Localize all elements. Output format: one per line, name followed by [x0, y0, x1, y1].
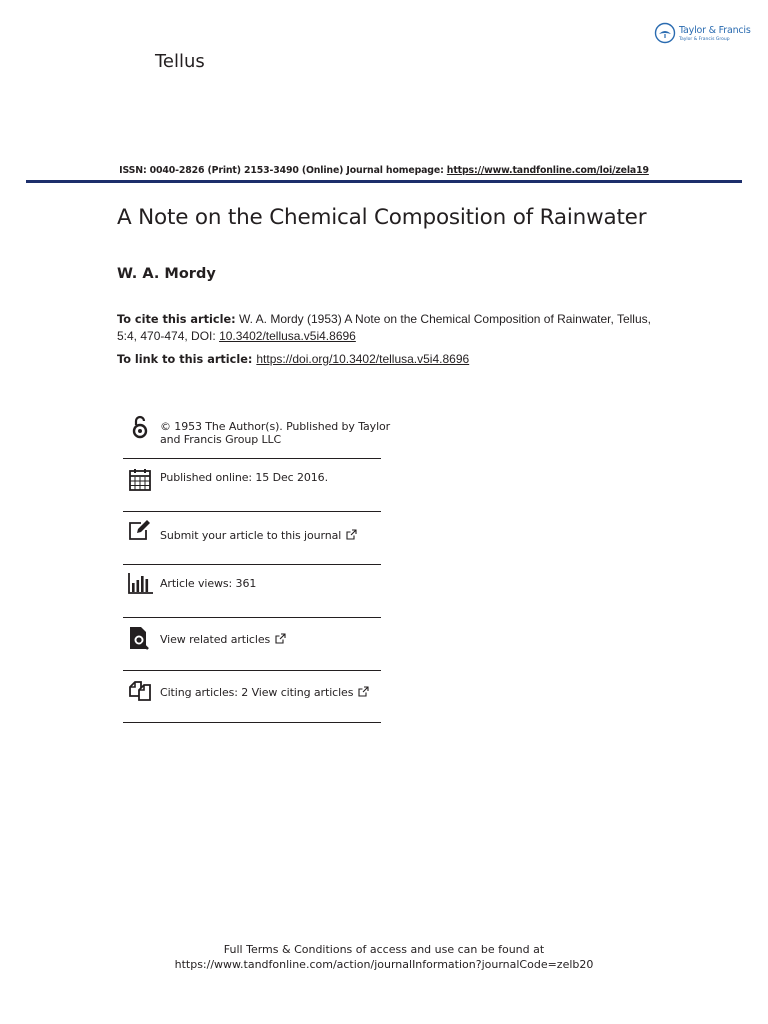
calendar-icon — [127, 467, 153, 493]
journal-title: Tellus — [155, 51, 205, 72]
external-link-icon — [275, 633, 286, 644]
license-text — [160, 421, 390, 446]
footer — [0, 942, 768, 972]
publisher-logo[interactable] — [654, 22, 751, 48]
views-text: Article views: 361 — [160, 577, 257, 590]
edit-icon — [127, 518, 153, 544]
license-row — [123, 412, 391, 458]
open-access-icon — [127, 414, 153, 440]
header-rule — [26, 180, 742, 183]
cite-label: To cite this article: — [117, 313, 236, 326]
external-link-icon — [358, 686, 369, 697]
article-link-row — [117, 352, 469, 366]
separator — [123, 722, 381, 723]
publisher-name: Taylor & Francis — [679, 25, 751, 36]
link-label: To link to this article: — [117, 353, 257, 366]
citing-row[interactable] — [123, 671, 381, 723]
related-row[interactable] — [123, 618, 381, 670]
citing-text: Citing articles: 2 View citing articles — [160, 686, 354, 699]
footer-terms-link[interactable]: https://www.tandfonline.com/action/journalInformation?journalCode=zelb20 — [174, 958, 594, 971]
issn-line — [0, 165, 768, 176]
cite-doi-link[interactable]: 10.3402/tellusa.v5i4.8696 — [219, 329, 356, 343]
citing-articles-icon — [127, 677, 153, 703]
cite-text: W. A. Mordy (1953) A Note on the Chemical Composition of Rainwater, Tellus, 5:4, 470-474, DOI: — [117, 312, 651, 343]
views-row — [123, 565, 381, 617]
citation-block — [117, 311, 657, 344]
submit-row[interactable] — [123, 512, 381, 564]
published-text: Published online: 15 Dec 2016. — [160, 471, 328, 484]
published-row — [123, 459, 381, 511]
article-title: A Note on the Chemical Composition of Rainwater — [117, 205, 647, 230]
submit-link[interactable] — [160, 529, 357, 543]
external-link-icon — [346, 529, 357, 540]
related-link[interactable] — [160, 633, 286, 647]
related-text: View related articles — [160, 633, 271, 646]
submit-text: Submit your article to this journal — [160, 529, 342, 542]
citing-link[interactable] — [160, 686, 369, 700]
article-doi-link[interactable]: https://doi.org/10.3402/tellusa.v5i4.8696 — [256, 352, 470, 366]
publisher-group: Taylor & Francis Group — [679, 37, 730, 42]
footer-line-1: Full Terms & Conditions of access and use can be found at — [223, 943, 545, 956]
issn-text: ISSN: 0040-2826 (Print) 2153-3490 (Online) Journal homepage: — [119, 165, 447, 176]
taylor-francis-logo-icon — [654, 22, 676, 44]
document-search-icon — [127, 625, 153, 651]
bar-chart-icon — [127, 570, 153, 596]
journal-homepage-link[interactable]: https://www.tandfonline.com/loi/zela19 — [446, 165, 649, 176]
license-line-1: © 1953 The Author(s). Published by Taylor — [160, 420, 391, 433]
article-author: W. A. Mordy — [117, 266, 216, 282]
license-line-2: and Francis Group LLC — [160, 432, 282, 446]
